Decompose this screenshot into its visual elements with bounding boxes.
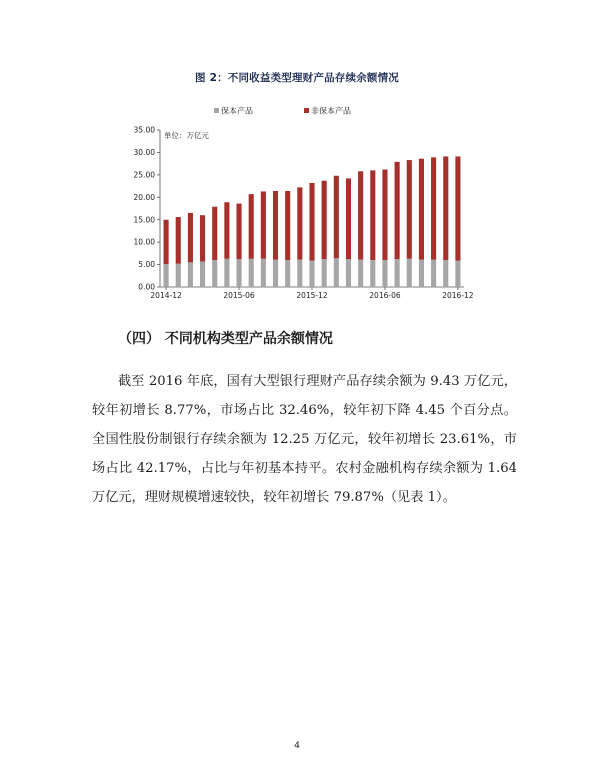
- bar-segment-guaranteed: [285, 260, 290, 287]
- chart-legend: [214, 106, 351, 116]
- y-tick-label: 5.00: [138, 260, 155, 270]
- chart-unit-label: 单位：万亿元: [164, 131, 209, 140]
- bar-segment-guaranteed: [297, 260, 302, 287]
- y-tick-label: 10.00: [133, 237, 155, 247]
- bar-segment-guaranteed: [273, 260, 278, 287]
- bar-segment-non-guaranteed: [236, 204, 241, 260]
- bar-segment-non-guaranteed: [431, 157, 436, 259]
- bar-segment-non-guaranteed: [249, 194, 254, 259]
- y-tick-label: 0.00: [138, 282, 155, 292]
- y-axis: [134, 126, 160, 292]
- x-tick-label: 2016-06: [369, 291, 401, 300]
- bar-segment-guaranteed: [200, 261, 205, 287]
- bar-segment-guaranteed: [419, 260, 424, 287]
- bar-segment-non-guaranteed: [346, 178, 351, 259]
- bar-segment-guaranteed: [261, 259, 266, 287]
- legend-swatch: [304, 108, 309, 113]
- bar-segment-guaranteed: [382, 260, 387, 287]
- bar-segment-non-guaranteed: [261, 191, 266, 258]
- bar-segment-guaranteed: [443, 260, 448, 287]
- bar-segment-guaranteed: [224, 259, 229, 287]
- bar-segment-guaranteed: [346, 259, 351, 287]
- bar-segment-non-guaranteed: [164, 220, 169, 264]
- stacked-bar-chart: [0, 0, 594, 310]
- x-tick-label: 2015-06: [223, 291, 255, 300]
- bar-segment-non-guaranteed: [322, 181, 327, 260]
- legend-label: 非保本产品: [311, 106, 351, 116]
- figure-title: 图 2：不同收益类型理财产品存续余额情况: [195, 72, 399, 84]
- bar-segment-guaranteed: [455, 261, 460, 287]
- y-tick-label: 15.00: [133, 215, 155, 225]
- bar-segment-non-guaranteed: [419, 159, 424, 260]
- bar-segment-non-guaranteed: [443, 156, 448, 260]
- bar-segment-non-guaranteed: [224, 202, 229, 259]
- legend-label: 保本产品: [221, 106, 253, 116]
- chart-bars: [164, 156, 461, 287]
- bar-segment-non-guaranteed: [382, 169, 387, 260]
- bar-segment-guaranteed: [164, 264, 169, 287]
- legend-swatch: [214, 108, 219, 113]
- bar-segment-non-guaranteed: [309, 183, 314, 261]
- bar-segment-guaranteed: [334, 258, 339, 287]
- bar-segment-non-guaranteed: [273, 191, 278, 260]
- bar-segment-non-guaranteed: [285, 191, 290, 260]
- x-tick-label: 2016-12: [442, 291, 474, 300]
- bar-segment-guaranteed: [236, 259, 241, 287]
- bar-segment-guaranteed: [431, 260, 436, 287]
- bar-segment-non-guaranteed: [176, 217, 181, 264]
- body-paragraph: 截至 2016 年底，国有大型银行理财产品存续余额为 9.43 万亿元，较年初增长 8.77%，市场占比 32.46%，较年初下降 4.45 个百分点。全国性股份制银行存续余额为 12.25 万亿元，较年初增长 23.61%，市场占比 42.17%，占比与年初基本持平。农村金融机构存续余额为 1.64 万亿元，理财规模增速较快，较年初增长 79.87%（见表 1）。: [92, 374, 517, 505]
- y-tick-label: 35.00: [133, 125, 155, 135]
- bar-segment-guaranteed: [249, 259, 254, 287]
- bar-segment-non-guaranteed: [188, 213, 193, 262]
- bar-segment-non-guaranteed: [334, 176, 339, 259]
- bar-segment-guaranteed: [188, 262, 193, 287]
- bar-segment-non-guaranteed: [395, 162, 400, 259]
- bar-segment-guaranteed: [322, 259, 327, 287]
- bar-segment-guaranteed: [358, 260, 363, 287]
- x-axis: [150, 287, 473, 300]
- bar-segment-guaranteed: [407, 259, 412, 287]
- bar-segment-guaranteed: [212, 260, 217, 287]
- bar-segment-guaranteed: [370, 260, 375, 287]
- y-tick-label: 25.00: [133, 170, 155, 180]
- bar-segment-non-guaranteed: [358, 171, 363, 259]
- bar-segment-non-guaranteed: [407, 160, 412, 259]
- bar-segment-non-guaranteed: [212, 207, 217, 260]
- x-tick-label: 2014-12: [150, 291, 182, 300]
- bar-segment-guaranteed: [309, 261, 314, 287]
- bar-segment-non-guaranteed: [455, 156, 460, 260]
- x-tick-label: 2015-12: [296, 291, 328, 300]
- bar-segment-guaranteed: [395, 259, 400, 287]
- y-tick-label: 20.00: [133, 192, 155, 202]
- page-number: 4: [294, 741, 300, 751]
- bar-segment-non-guaranteed: [370, 170, 375, 260]
- bar-segment-guaranteed: [176, 264, 181, 287]
- y-tick-label: 30.00: [133, 148, 155, 158]
- bar-segment-non-guaranteed: [200, 215, 205, 261]
- section-heading: （四） 不同机构类型产品余额情况: [118, 331, 333, 347]
- bar-segment-non-guaranteed: [297, 187, 302, 259]
